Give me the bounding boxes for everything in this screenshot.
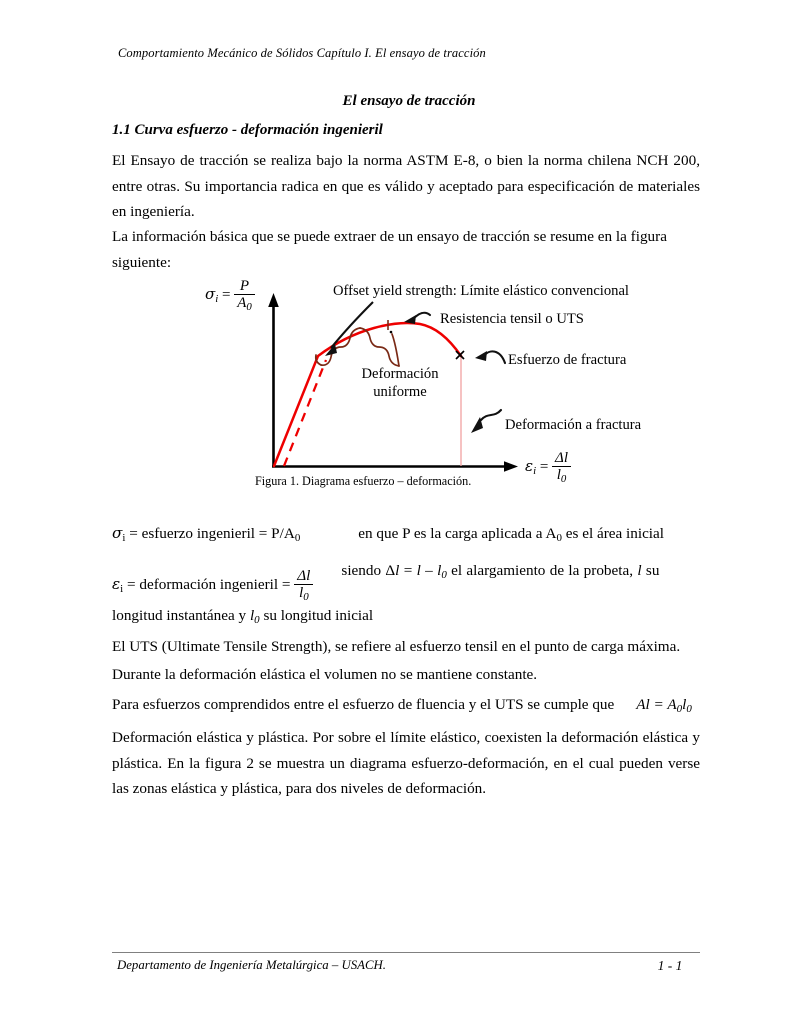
brace-foot-right (392, 334, 399, 366)
def-sigma-symbol: σ (112, 524, 123, 542)
paragraph-3: El UTS (Ultimate Tensile Strength), se refiere al esfuerzo tensil en el punto de carga máxima. (112, 638, 681, 655)
annotation-uniform-strain-line1: Deformación (361, 366, 439, 382)
y-axis-numerator: P (234, 278, 255, 295)
def-epsilon-text: = deformación ingenieril = (127, 575, 291, 593)
def-length-b: su longitud inicial (259, 607, 374, 624)
footer-department: Departamento de Ingeniería Metalúrgica – USACH. (117, 958, 386, 972)
x-axis-epsilon-sub: i (533, 464, 537, 477)
footer-divider (112, 952, 700, 953)
offset-dashed-line (284, 360, 326, 466)
paragraph-5 (112, 692, 700, 723)
paragraph-6: Deformación elástica y plástica. Por sobre el límite elástico, coexisten la deformación elástica y plástica. En la figura 2 se muestra un diagrama esfuerzo-deformación, en el cual pueden verse las zonas elástica y plástica, para dos niveles de deformación. (112, 729, 700, 797)
fracture-stress-squiggle-arrow (475, 351, 505, 363)
def-epsilon-lead (112, 568, 341, 604)
definition-length (112, 603, 700, 634)
def-length-a: longitud instantánea y (112, 607, 250, 624)
def-epsilon-fraction (294, 568, 313, 604)
def-epsilon-denominator: $l_0$ (298, 584, 309, 604)
offset-yield-arrow (325, 302, 373, 356)
uniform-strain-brace-right (360, 328, 399, 366)
footer-page-number: 1 - 1 (657, 958, 683, 973)
section-heading-1-1: 1.1 Curva esfuerzo - deformación ingenieril (112, 122, 383, 138)
running-header: Comportamiento Mecánico de Sólidos Capítulo I. El ensayo de tracción (118, 46, 486, 60)
y-axis-denominator: $A_0$ (237, 295, 252, 314)
y-axis-label (205, 278, 255, 314)
y-axis-sigma-sub: i (215, 292, 219, 305)
uts-squiggle-arrow (404, 313, 430, 324)
page-title: El ensayo de tracción (342, 93, 476, 109)
x-axis-epsilon: ε (525, 456, 534, 475)
annotation-uniform-strain (345, 365, 455, 401)
paragraph-5-text: Para esfuerzos comprendidos entre el esfuerzo de fluencia y el UTS se cumple que (112, 696, 615, 713)
def-note-siendo: siendo Δ (341, 562, 396, 579)
def-sigma-note-b: es el área inicial (561, 525, 664, 542)
def-epsilon-denominator-sub: 0 (303, 591, 309, 604)
def-note-equals: = (399, 562, 417, 579)
def-epsilon-symbol: ε (112, 574, 121, 593)
def-epsilon-numerator: Δl (294, 568, 313, 585)
y-axis-equals: = (222, 286, 231, 303)
def-sigma-note-a: en que P es la carga aplicada a A (358, 525, 557, 542)
x-axis-label (525, 450, 571, 486)
def-note-l1: l (395, 562, 400, 579)
fracture-x-marker (456, 351, 464, 359)
paragraph-4: Durante la deformación elástica el volumen no se mantiene constante. (112, 666, 538, 683)
x-axis-numerator: Δl (552, 450, 571, 467)
x-axis-denominator: $l_0$ (556, 467, 567, 486)
def-note-l3-sub: 0 (441, 569, 447, 582)
def-note-tail-b: el alargamiento de la probeta, (446, 562, 638, 579)
def-sigma-note-sub: 0 (556, 532, 562, 545)
def-note-l2: l (416, 562, 421, 579)
paragraph-2: La información básica que se puede extraer de un ensayo de tracción se resume en la figura siguiente: (112, 228, 667, 271)
def-note-minus: – (420, 562, 438, 579)
figure-caption: Figura 1. Diagrama esfuerzo – deformación. (255, 474, 472, 488)
def-note-l4: l (637, 562, 642, 579)
def-sigma-sub: i (122, 532, 126, 545)
x-axis-denominator-sub: 0 (560, 473, 567, 486)
paragraph-5-formula: $Al = A_0l_0$ (636, 696, 692, 716)
def-epsilon-sub: i (120, 583, 124, 595)
fracture-strain-squiggle-arrow (471, 410, 501, 433)
annotation-uts: Resistencia tensil o UTS (440, 311, 584, 327)
def-sigma-text: = esfuerzo ingenieril = P/A (129, 525, 295, 542)
y-axis-sigma: σ (205, 284, 216, 303)
def-length-l: l (249, 607, 255, 624)
figure-1-stress-strain-diagram (0, 270, 791, 505)
x-axis-equals: = (539, 458, 549, 475)
x-axis-fraction (552, 450, 571, 486)
y-axis (268, 293, 279, 467)
definition-sigma (112, 521, 700, 552)
annotation-fracture-stress: Esfuerzo de fractura (508, 352, 627, 368)
def-sigma-sub2: 0 (294, 532, 301, 545)
uts-point-dot (390, 331, 393, 334)
annotation-fracture-strain: Deformación a fractura (505, 417, 642, 433)
paragraph-1: El Ensayo de tracción se realiza bajo la norma ASTM E-8, o bien la norma chilena NCH 200, entre otras. Su importancia radica en que es válido y aceptado para especificación de materiales en ingeniería. (112, 152, 700, 220)
annotation-uniform-strain-line2: uniforme (373, 384, 427, 400)
def-note-tail-c: su (641, 562, 660, 579)
def-note-l3: l (437, 562, 442, 579)
annotation-offset-yield-strength: Offset yield strength: Límite elástico convencional (333, 283, 629, 299)
x-axis (272, 461, 518, 471)
y-axis-denominator-sub: 0 (246, 301, 252, 314)
def-length-l-sub: 0 (254, 614, 260, 627)
y-axis-fraction (234, 278, 255, 314)
